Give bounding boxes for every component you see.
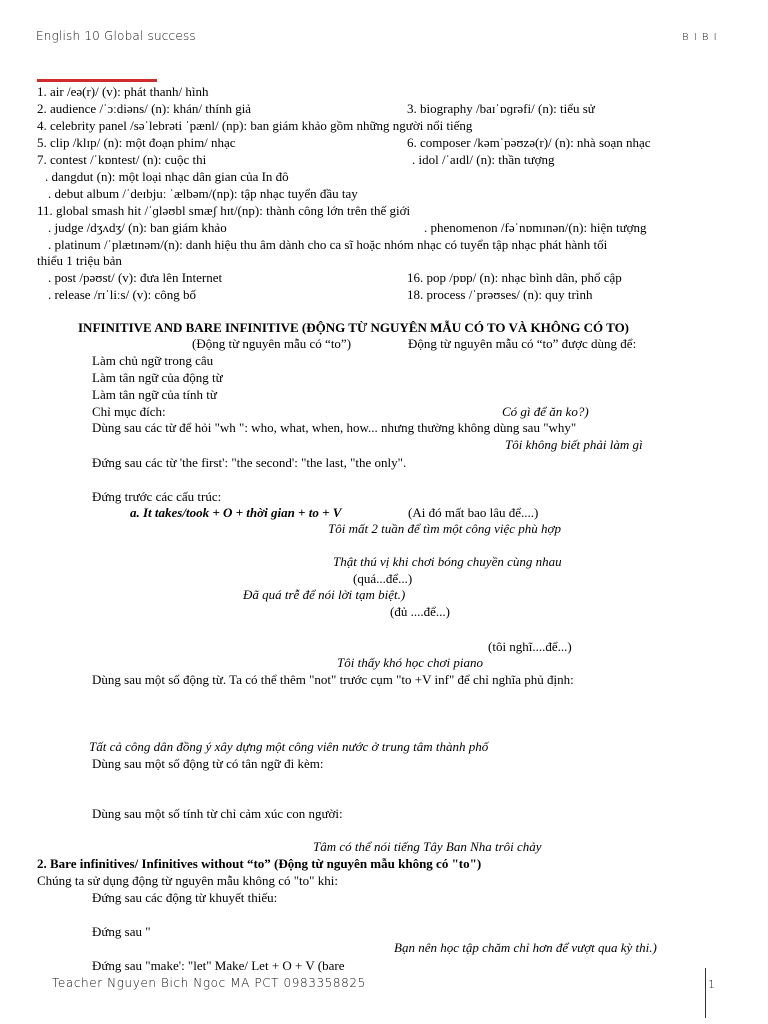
usage-subject: Làm chủ ngữ trong câu bbox=[92, 353, 214, 368]
footer-teacher: Teacher Nguyen Bich Ngoc MA PCT 0983358825 bbox=[52, 976, 366, 990]
usage-verb-with-object: Dùng sau một số động từ có tân ngữ đi kèm: bbox=[92, 756, 324, 771]
vocab-item-global-smash-hit: 11. global smash hit /ˈɡləʊbl smæʃ hɪt/(np): thành công lớn trên thế giới bbox=[37, 203, 411, 218]
vocab-item-debut-album: . debut album /ˈdeɪbjuː ˈælbəm/(np): tập nhạc tuyển đầu tay bbox=[48, 186, 358, 201]
usage-ordinals: Đứng sau các từ 'the first': "the second': "the last, "the only". bbox=[92, 455, 407, 470]
note-enough: (đủ ....để...) bbox=[390, 604, 450, 619]
unit-label: B I B I bbox=[682, 32, 718, 43]
vocab-item-audience: 2. audience /ˈɔːdiəns/ (n): khán/ thính giả bbox=[37, 101, 252, 116]
section1-heading: (Động từ nguyên mẫu có “to”) bbox=[192, 336, 352, 351]
example-water-park: Tất cả công dân đồng ý xây dựng một công viên nước ở trung tâm thành phố bbox=[89, 739, 489, 754]
vocab-item-air: 1. air /eə(r)/ (v): phát thanh/ hình bbox=[37, 84, 209, 99]
vocab-item-platinum: . platinum /ˈplætɪnəm/(n): danh hiệu thu âm dành cho ca sĩ hoặc nhóm nhạc có tuyển tập nhạc phát hành tối bbox=[48, 237, 608, 252]
structure-it-takes: a. It takes/took + O + thời gian + to + V bbox=[130, 505, 342, 520]
example-it-takes: Tôi mất 2 tuần để tìm một công việc phù hợp bbox=[328, 521, 561, 536]
footer-divider bbox=[705, 968, 706, 1018]
vocab-item-contest: 7. contest /ˈkɒntest/ (n): cuộc thi bbox=[37, 152, 207, 167]
vocab-item-celebrity-panel: 4. celebrity panel /səˈlebrəti ˈpænl/ (np): ban giám khảo gồm những người nổi tiếng bbox=[37, 118, 473, 133]
vocab-item-post: . post /pəʊst/ (v): đưa lên Internet bbox=[48, 270, 223, 285]
vocab-item-idol: . idol /ˈaɪdl/ (n): thần tượng bbox=[412, 152, 555, 167]
example-too-late: Đã quá trễ để nói lời tạm biệt.) bbox=[243, 587, 406, 602]
usage-after-verbs: Dùng sau một số động từ. Ta có thể thêm "not" trước cụm "to +V inf" để chỉ nghĩa phủ định: bbox=[92, 672, 574, 687]
vocab-item-clip: 5. clip /klɪp/ (n): một đoạn phim/ nhạc bbox=[37, 135, 236, 150]
page-number: 1 bbox=[708, 978, 715, 991]
vocab-item-dangdut: . dangdut (n): một loại nhạc dân gian của In đô bbox=[45, 169, 289, 184]
bare-usage-make-let: Đứng sau "make': "let" Make/ Let + O + V (bare bbox=[92, 958, 345, 973]
bare-usage-modals: Đứng sau các động từ khuyết thiếu: bbox=[92, 890, 278, 905]
structure-it-takes-note: (Ai đó mất bao lâu để....) bbox=[408, 505, 539, 520]
vocab-item-process: 18. process /ˈprəʊses/ (n): quy trình bbox=[407, 287, 593, 302]
usage-verb-object: Làm tân ngữ của động từ bbox=[92, 370, 223, 385]
vocab-item-judge: . judge /dʒʌdʒ/ (n): ban giám khảo bbox=[48, 220, 227, 235]
vocab-item-composer: 6. composer /kəmˈpəʊzə(r)/ (n): nhà soạn nhạc bbox=[407, 135, 651, 150]
vocab-item-biography: 3. biography /baɪˈɒɡrəfi/ (n): tiểu sử bbox=[407, 101, 595, 116]
note-too: (quá...để...) bbox=[353, 571, 413, 586]
usage-wh-words: Dùng sau các từ để hỏi "wh ": who, what, when, how... nhưng thường không dùng sau "why" bbox=[92, 420, 577, 435]
bare-usage-after: Đứng sau " bbox=[92, 924, 151, 939]
vocab-item-release: . release /rɪˈliːs/ (v): công bố bbox=[48, 287, 197, 302]
red-divider bbox=[37, 79, 157, 82]
example-piano: Tôi thấy khó học chơi piano bbox=[337, 655, 483, 670]
vocab-item-platinum-cont: thiểu 1 triệu bản bbox=[37, 253, 122, 268]
example-wh-words: Tôi không biết phải làm gì bbox=[505, 437, 643, 452]
document-title: English 10 Global success bbox=[36, 29, 196, 43]
usage-emotion-adjectives: Dùng sau một số tính từ chỉ cảm xúc con người: bbox=[92, 806, 343, 821]
section1-intro: Động từ nguyên mẫu có “to” được dùng để: bbox=[408, 336, 637, 351]
example-study-hard: Bạn nên học tập chăm chỉ hơn để vượt qua kỳ thi.) bbox=[394, 940, 657, 955]
example-volleyball: Thật thú vị khi chơi bóng chuyền cùng nhau bbox=[333, 554, 562, 569]
section2-heading: 2. Bare infinitives/ Infinitives without “to” (Động từ nguyên mẫu không có "to") bbox=[37, 856, 482, 871]
grammar-title: INFINITIVE AND BARE INFINITIVE (ĐỘNG TỪ NGUYÊN MẪU CÓ TO VÀ KHÔNG CÓ TO) bbox=[78, 320, 630, 335]
example-purpose: Có gì để ăn ko?) bbox=[502, 404, 589, 419]
vocab-item-phenomenon: . phenomenon /fəˈnɒmɪnən/(n): hiện tượng bbox=[424, 220, 647, 235]
usage-purpose: Chỉ mục đích: bbox=[92, 404, 166, 419]
usage-structures: Đứng trước các cấu trúc: bbox=[92, 489, 222, 504]
note-think: (tôi nghĩ....để...) bbox=[488, 639, 572, 654]
vocab-item-pop: 16. pop /pɒp/ (n): nhạc bình dân, phổ cập bbox=[407, 270, 622, 285]
usage-adjective-object: Làm tân ngữ của tính từ bbox=[92, 387, 217, 402]
section2-intro: Chúng ta sử dụng động từ nguyên mẫu không có "to" khi: bbox=[37, 873, 338, 888]
example-spanish: Tâm có thể nói tiếng Tây Ban Nha trôi chảy bbox=[313, 839, 542, 854]
